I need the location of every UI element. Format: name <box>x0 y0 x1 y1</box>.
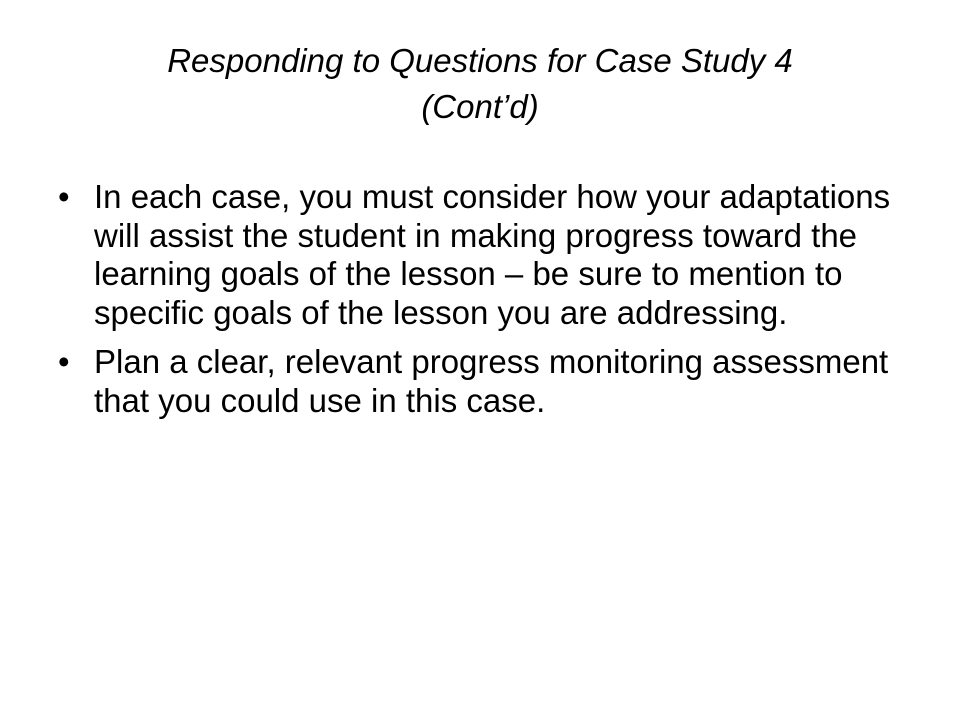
bullet-item <box>58 343 910 420</box>
bullet-text: In each case, you must consider how your adaptations will assist the student in making progress toward the learning goals of the lesson – be sure to mention to specific goals of the lesson you are addressing. <box>94 178 891 331</box>
bullet-list <box>58 178 910 431</box>
slide-title-line-1: Responding to Questions for Case Study 4 <box>167 42 793 79</box>
bullet-item <box>58 178 910 332</box>
bullet-point-icon: • <box>58 178 70 215</box>
slide-title-line-2: (Cont’d) <box>421 88 539 125</box>
slide-title <box>60 38 900 130</box>
bullet-point-icon: • <box>58 343 70 380</box>
bullet-text: Plan a clear, relevant progress monitoring assessment that you could use in this case. <box>94 343 889 419</box>
